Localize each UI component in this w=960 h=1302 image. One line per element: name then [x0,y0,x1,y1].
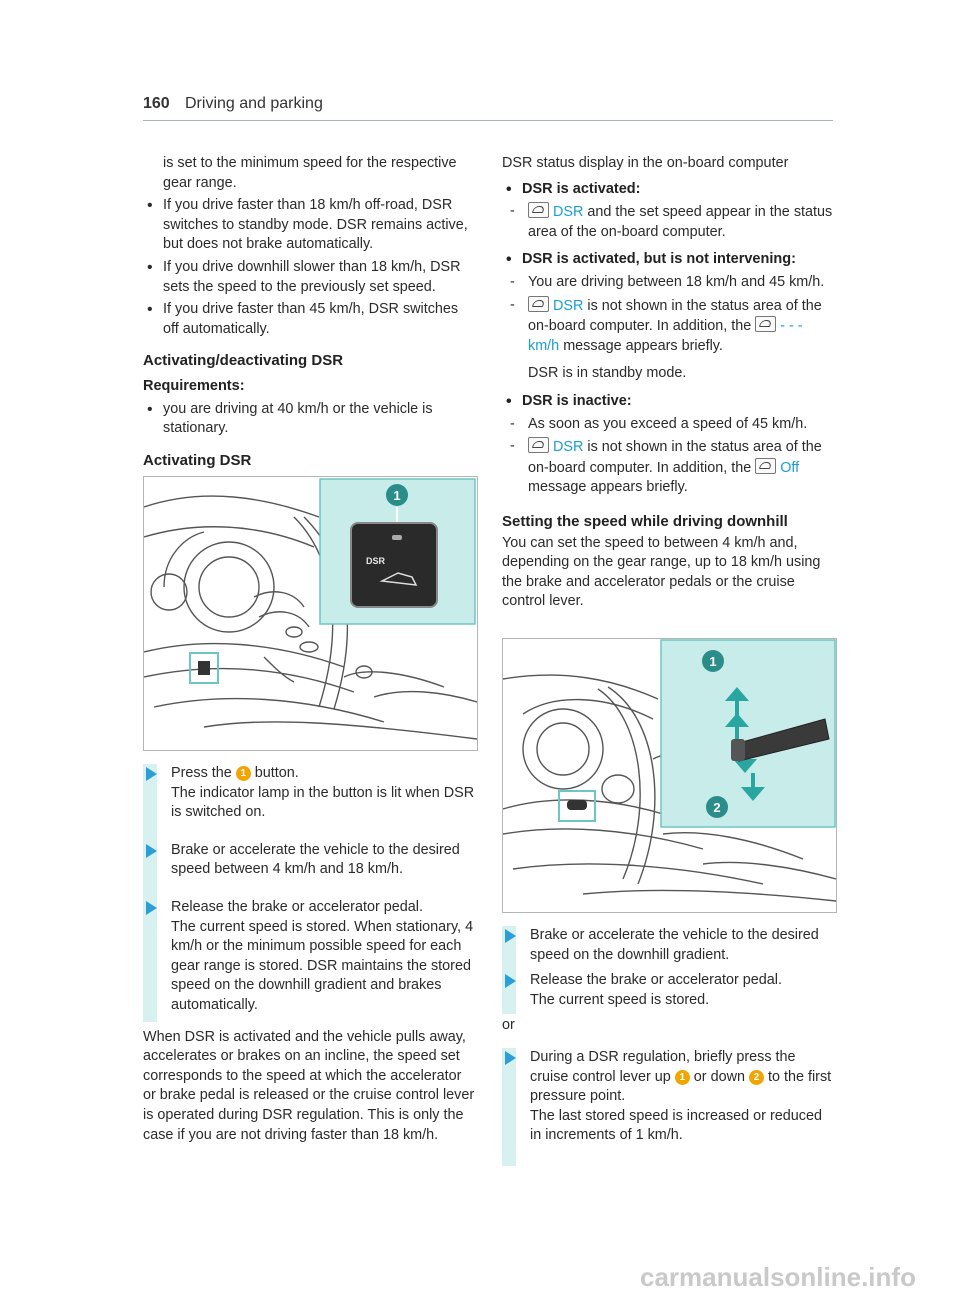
speed-dashes-tag: - - - km/h [528,318,803,354]
step-arrow-icon [146,901,157,915]
dsr-button-figure [143,476,478,751]
status-item: - You are driving between 18 km/h and 45 km/h. [510,273,825,290]
svg-text:1: 1 [709,654,717,669]
section-heading: Activating DSR [143,451,252,469]
continued-paragraph: is set to the minimum speed for the respective gear range. [163,155,457,191]
downhill-speed-icon [528,202,549,218]
status-heading-activated: • DSR is activated: [502,180,835,200]
step-3-note: The last stored speed is increased or reduced in increments of 1 km/h. [530,1107,822,1144]
svg-text:1: 1 [393,488,401,503]
section-heading: Setting the speed while driving downhill [502,512,788,530]
left-column [143,154,476,476]
dsr-tag: DSR [553,204,584,221]
status-heading-not-intervening: • DSR is activated, but is not intervening: [502,250,835,270]
downhill-paragraph: You can set the speed to between 4 km/h and, depending on the gear range, up to 18 km/h using the brake and accelerator pedals or the cruise control lever. [502,534,821,610]
section-heading: Activating/deactivating DSR [143,352,344,370]
step-3: During a DSR regulation, briefly press the cruise control lever up 1 or down 2 to the first pressure point. The last stored speed is increased or reduced in increments of 1 km/h. [502,1048,835,1166]
right-steps [502,926,835,1166]
step-3: Release the brake or accelerator pedal. The current speed is stored. When stationary, 4 km/h or the minimum possible speed for each gear range is stored. DSR maintains the stored speed on the downhill gradient and brakes automatically. [143,890,476,1022]
step-2-note: The current speed is stored. [530,991,710,1008]
list-item: • If you drive faster than 45 km/h, DSR switches off automatically. [143,300,476,339]
section-title: Driving and parking [185,95,323,112]
step-arrow-icon [505,929,516,943]
closing-paragraph: When DSR is activated and the vehicle pulls away, accelerates or brakes on an incline, the speed set corresponds to the speed at which the accelerator or brake pedal is released or the cruise control lever is operated during DSR regulation. This is only the case if you are not driving faster than 18 km/h. [143,1028,475,1143]
step-arrow-icon [505,1051,516,1065]
dsr-tag: DSR [553,297,584,314]
or-separator: or [502,1017,515,1034]
off-tag: Off [780,459,800,476]
callout-2-badge: 2 [749,1070,764,1085]
downhill-speed-icon [528,437,549,453]
svg-text:2: 2 [713,800,721,815]
step-arrow-icon [146,844,157,858]
watermark: carmanualsonline.info [640,1262,916,1292]
step-1: Press the 1 button. The indicator lamp in the button is lit when DSR is switched on. [143,764,476,833]
left-steps [143,764,476,1145]
step-1: Brake or accelerate the vehicle to the desired speed on the downhill gradient. [502,926,835,969]
step-arrow-icon [505,974,516,988]
list-item: • If you drive faster than 18 km/h off-road, DSR switches to standby mode. DSR remains active, but does not brake automatically. [143,196,476,255]
status-item: - As soon as you exceed a speed of 45 km/h. [510,415,808,432]
requirements-label: Requirements: [143,377,245,394]
right-column [502,154,835,612]
cruise-lever-figure [502,638,837,913]
downhill-speed-icon [755,316,776,332]
page-header [143,94,833,121]
page-number: 160 [143,95,170,112]
indicator-lamp [392,535,402,540]
standby-note: DSR is in standby mode. [528,365,687,382]
step-1-note: The indicator lamp in the button is lit when DSR is switched on. [171,784,475,821]
callout-1-badge: 1 [675,1070,690,1085]
downhill-speed-icon [528,296,549,312]
svg-text:DSR: DSR [366,556,386,566]
status-intro: DSR status display in the on-board computer [502,155,789,171]
requirement-item: • you are driving at 40 km/h or the vehicle is stationary. [143,400,476,439]
step-2: Release the brake or accelerator pedal. The current speed is stored. [502,969,835,1014]
status-item: - DSR is not shown in the status area of the on-board computer. In addition, the Off message appears briefly. [510,438,822,496]
step-arrow-icon [146,767,157,781]
status-item: - DSR is not shown in the status area of the on-board computer. In addition, the - - - km/h message appears briefly. DSR is in standby mode. [502,296,835,384]
step-2: Brake or accelerate the vehicle to the desired speed between 4 km/h and 18 km/h. [143,833,476,890]
status-heading-inactive: • DSR is inactive: [502,392,835,412]
downhill-speed-icon [755,458,776,474]
list-item: • If you drive downhill slower than 18 km/h, DSR sets the speed to the previously set speed. [143,258,476,297]
status-item: - DSR and the set speed appear in the status area of the on-board computer. [510,203,833,240]
step-3-note: The current speed is stored. When stationary, 4 km/h or the minimum possible speed for each gear range is stored. DSR maintains the stored speed on the downhill gradient and brakes automatically. [171,918,474,1013]
callout-1-badge: 1 [236,766,251,781]
dsr-tag: DSR [553,439,584,456]
